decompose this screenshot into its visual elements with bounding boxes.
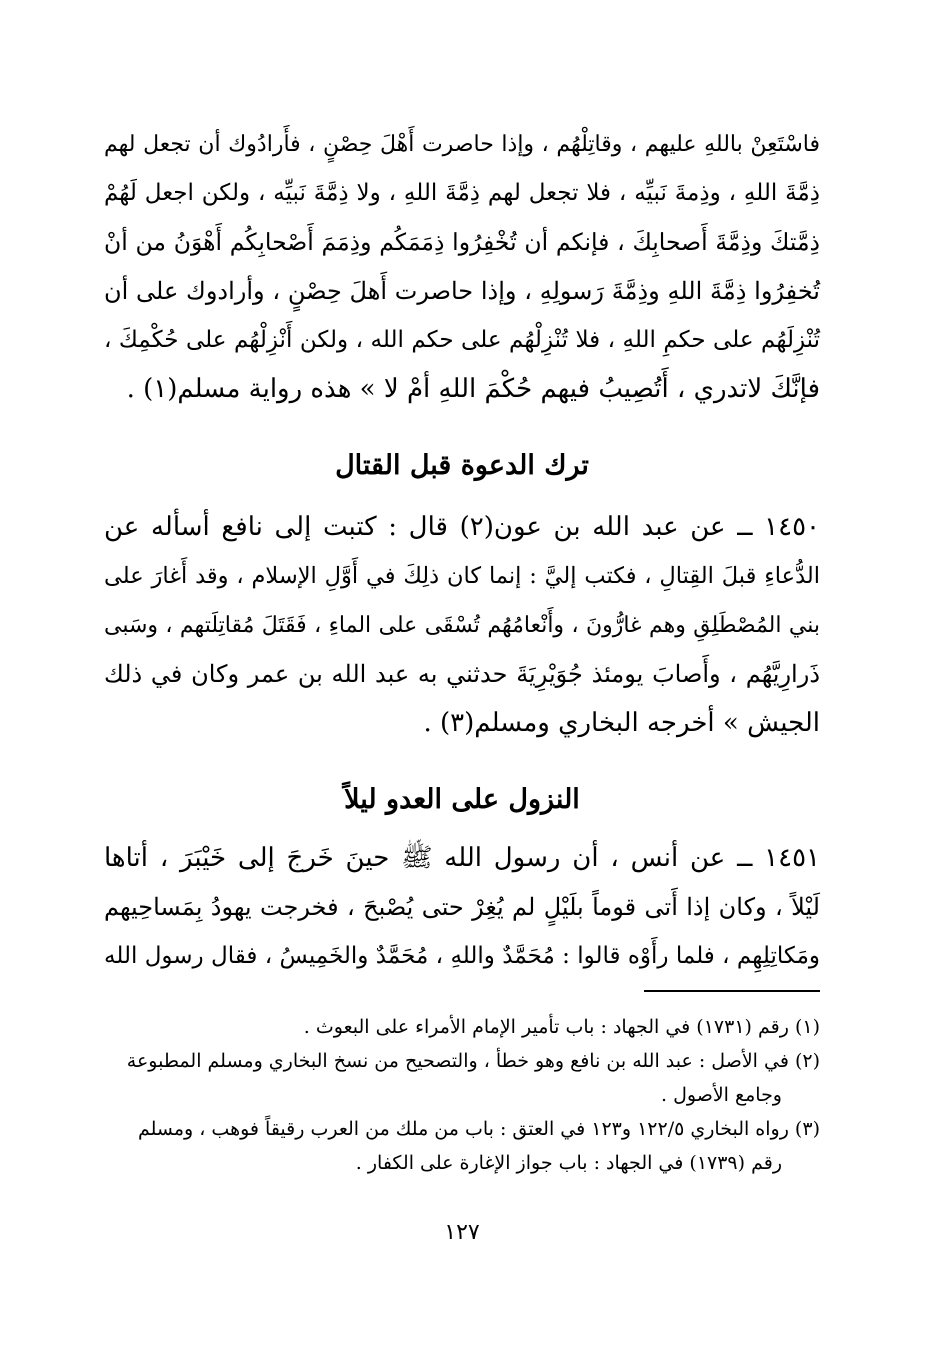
section-heading-1: ترك الدعوة قبل القتال (335, 450, 589, 481)
text-line: ذِمَّتكَ وذِمَّةَ أَصحابِكَ ، فإنكم أن تُخْفِرُوا ذِمَمَكُم وذِمَمَ أَصْحابِكُم أَهْوَنُ من أنْ (104, 228, 820, 256)
footnote-divider (644, 990, 820, 992)
footnotes (104, 1010, 820, 1180)
text-line: ذِمَّةَ اللهِ ، وذِمةَ نَبيِّه ، فلا تجعل لهم ذِمَّةَ اللهِ ، ولا ذِمَّةَ نَبيِّه ، ولكن اجعل لَهُمْ (104, 180, 820, 206)
footnote-3: (٣) رواه البخاري ١٢٢/٥ و١٢٣ في العتق : باب من ملك من العرب رقيقاً فوهب ، ومسلم (137, 1118, 820, 1140)
footnote-2: (٢) في الأصل : عبد الله بن نافع وهو خطأ ، والتصحيح من نسخ البخاري ومسلم المطبوعة (126, 1050, 820, 1072)
text-line: ١٤٥٠ ــ عن عبد الله بن عون(٢) قال : كتبت إلى نافع أسأله عن (104, 512, 820, 542)
text-line: فإنَّكَ لاتدري ، أَتُصِيبُ فيهم حُكْمَ اللهِ أمْ لا » هذه رواية مسلم(١) . (126, 374, 820, 404)
text-line: لَيْلاً ، وكان إذا أَتى قوماً بلَيْلٍ لم يُغِرْ حتى يُصْبحَ ، فخرجت يهودُ بِمَساحِيهم (104, 893, 820, 921)
text-line: الجيش » أخرجه البخاري ومسلم(٣) . (423, 708, 820, 738)
text-line: الدُّعاءِ قبلَ القِتالِ ، فكتب إليَّ : إنما كان ذلِكَ في أَوَّلِ الإسلام ، وقد أَغارَ على (104, 563, 820, 589)
footnote-1: (١) رقم (١٧٣١) في الجهاد : باب تأمير الإمام الأمراء على البعوث . (303, 1016, 820, 1038)
text-line: ومَكاتِلِهِم ، فلما رأَوْه قالوا : مُحَمَّدٌ واللهِ ، مُحَمَّدٌ والخَمِيسُ ، فقال رسول الله (104, 943, 820, 969)
footnote-2-continuation: وجامع الأصول . (661, 1084, 782, 1106)
text-line: ١٤٥١ ــ عن أنس ، أن رسول الله ﷺ حينَ خَرجَ إلى خَيْبَرَ ، أتاها (104, 843, 820, 873)
section-heading-2: النزول على العدو ليلاً (344, 784, 580, 815)
text-line: فاسْتَعِنْ باللهِ عليهم ، وقاتِلْهُم ، وإذا حاصرت أَهْلَ حِصْنٍ ، فأَرادُوك أن تجعل لهم (104, 132, 820, 157)
text-line: تُنْزِلَهُم على حكمِ اللهِ ، فلا تُنْزِلْهُم على حكم الله ، ولكن أَنْزِلْهُم على حُكْمِكَ ، (104, 327, 820, 353)
text-line: بني المُصْطَلِقِ وهم غارُّونَ ، وأَنْعامُهُم تُسْقَى على الماءِ ، فَقَتَلَ مُقاتِلَتهم ، وسَبى (104, 613, 820, 638)
page-number: ١٢٧ (444, 1220, 480, 1245)
text-line: تُخفِرُوا ذِمَّةَ اللهِ وذِمَّةَ رَسولِهِ ، وإذا حاصرت أَهلَ حِصْنٍ ، وأرادوك على أن (104, 277, 820, 305)
text-line: ذَرارِيَّهُم ، وأَصابَ يومئذ جُوَيْرِيَةَ حدثني به عبد الله بن عمر وكان في ذلك (104, 660, 820, 688)
paragraph-hadith-1450 (104, 503, 820, 748)
paragraph-hadith-1451 (104, 834, 820, 981)
footnote-3-continuation: رقم (١٧٣٩) في الجهاد : باب جواز الإغارة على الكفار . (355, 1152, 782, 1174)
paragraph-hadith-continuation (104, 120, 820, 414)
